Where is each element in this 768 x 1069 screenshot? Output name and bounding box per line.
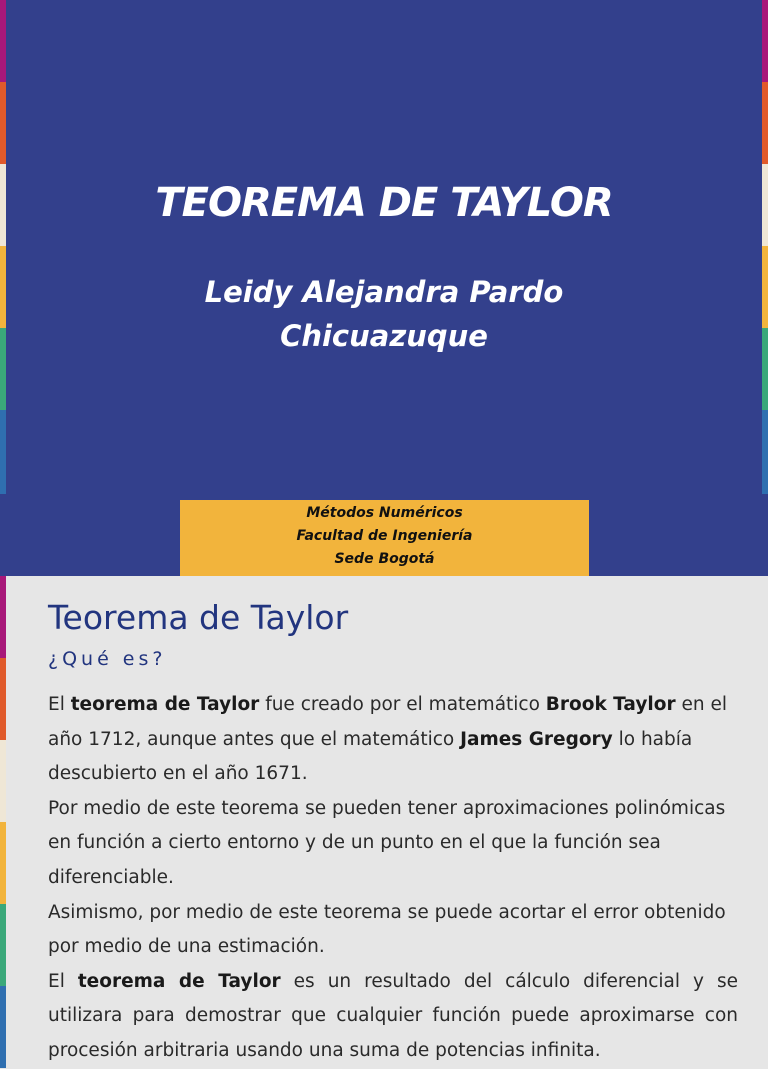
decor-stripe-right-6 [762,410,768,494]
author-line-1: Leidy Alejandra Pardo [204,275,564,309]
paragraph-4 [48,965,738,1069]
paragraph-2: Por medio de este teorema se pueden tener aproximaciones polinómicas en función a cierto entorno y de un punto en el que la función sea diferenciable. [48,797,726,888]
decor-stripe-right-2 [762,82,768,164]
p1-bold-1: teorema de Taylor [70,694,260,715]
section-heading: Teorema de Taylor [48,598,349,637]
p1-text-1: El [48,694,71,715]
p1-bold-3: James Gregory [460,728,613,750]
decor-stripe-left-7 [0,576,6,658]
section-subheading: ¿Qué es? [48,648,167,670]
decor-stripe-left-8 [0,658,6,740]
paragraph-1 [48,688,738,792]
decor-stripe-left-11 [0,904,6,986]
author-name [0,270,768,358]
author-line-2: Chicuazuque [280,319,488,353]
p4-text-2: es un resultado del cálculo diferencial y se utilizara para demostrar que cualquier función puede aproximarse con procesión arbitraria usando una suma de potencias infinita. [48,970,738,1061]
course-info-box [180,500,589,576]
slide-title: TEOREMA DE TAYLOR [155,180,613,226]
paragraph-3: Asimismo, por medio de este teorema se puede acortar el error obtenido por medio de una estimación. [48,901,726,958]
decor-stripe-right-1 [762,0,768,82]
decor-stripe-left-2 [0,82,6,164]
decor-stripe-left-6 [0,410,6,494]
p1-text-3: en el año 1712, aunque antes que el matemático [48,694,727,750]
p1-text-4: lo había descubierto en el año 1671. [48,728,693,785]
decor-stripe-left-9 [0,740,6,822]
p1-text-2: fue creado por el matemático [259,694,546,715]
p1-bold-2: Brook Taylor [545,694,676,715]
faculty-name: Facultad de Ingeniería [296,528,473,544]
p4-bold-1: teorema de Taylor [77,970,281,992]
decor-stripe-left-12 [0,986,6,1068]
campus-name: Sede Bogotá [334,551,435,567]
course-name: Métodos Numéricos [306,505,463,521]
body-text [48,688,738,1069]
p4-text-1: El [48,970,78,992]
decor-stripe-left-10 [0,822,6,904]
decor-stripe-left-1 [0,0,6,82]
content-slide [0,576,768,1061]
